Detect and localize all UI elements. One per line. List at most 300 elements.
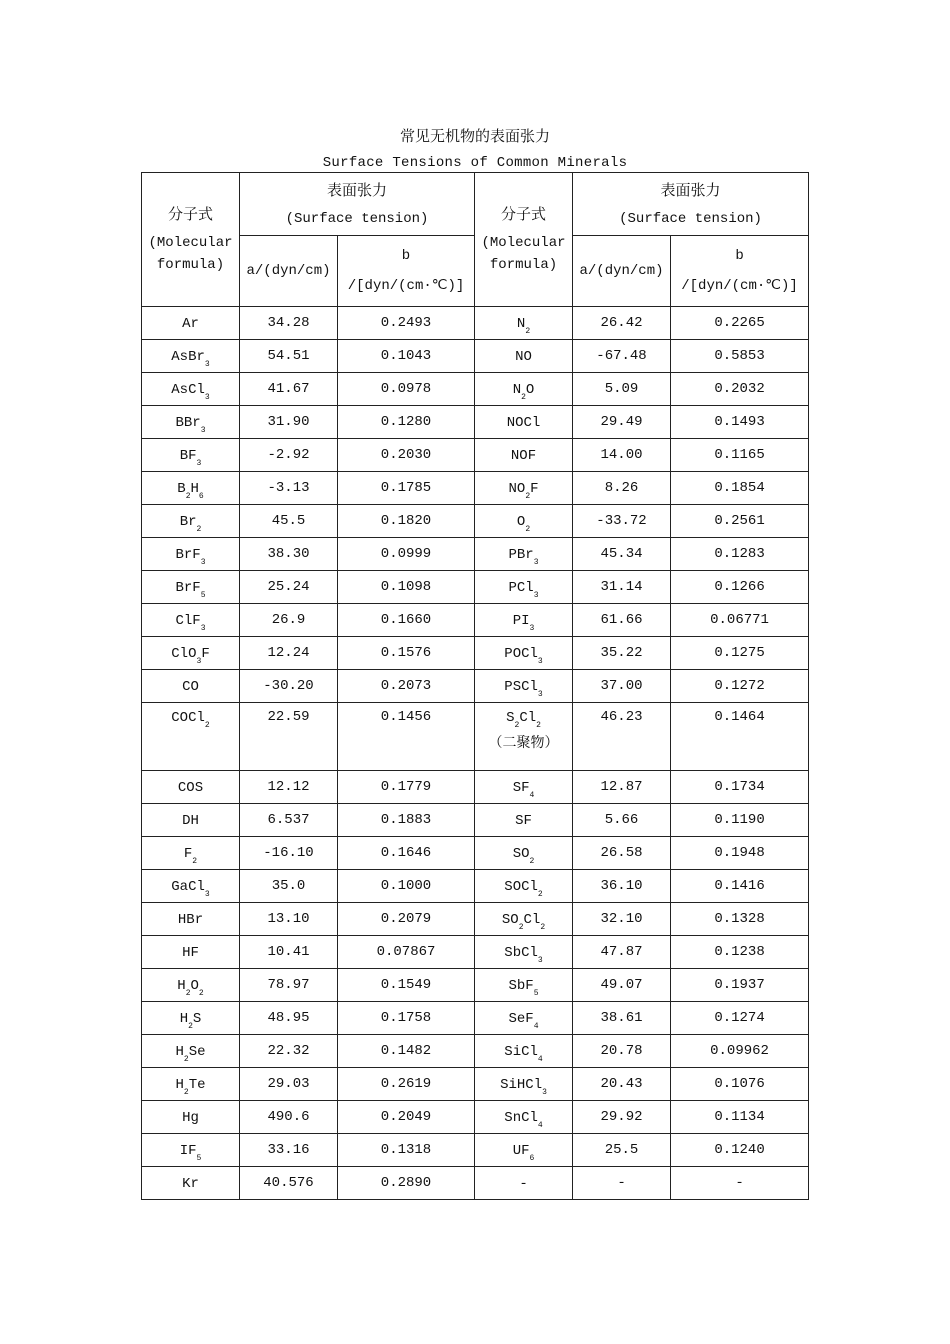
- formula-element: BF: [179, 447, 197, 464]
- formula-right-cell: [475, 1101, 573, 1134]
- formula-subscript: 2: [529, 856, 535, 866]
- table-row: [142, 837, 809, 870]
- a-right-cell: 5.66: [573, 804, 671, 837]
- a-left-cell: 29.03: [240, 1068, 338, 1101]
- a-right-cell: 36.10: [573, 870, 671, 903]
- formula: [183, 845, 198, 866]
- formula: [171, 645, 210, 666]
- formula-element: BrF: [175, 579, 201, 596]
- formula-element: H: [190, 480, 199, 497]
- table-row: [142, 804, 809, 837]
- formula-left-cell: [142, 969, 240, 1002]
- a-left-cell: 26.9: [240, 604, 338, 637]
- formula: [512, 1142, 535, 1163]
- formula-subscript: 2: [185, 988, 191, 998]
- formula: [508, 546, 539, 567]
- table-row: [142, 903, 809, 936]
- formula-element: SbF: [508, 977, 534, 994]
- formula-element: ClF: [175, 612, 201, 629]
- formula-subscript: 2: [185, 491, 191, 501]
- formula-element: POCl: [504, 645, 538, 662]
- header-formula-right: 分子式 (Molecular formula): [475, 173, 573, 307]
- a-right-cell: 61.66: [573, 604, 671, 637]
- b-left-cell: 0.1000: [338, 870, 475, 903]
- formula-element: F: [183, 845, 193, 862]
- formula-element: GaCl: [171, 878, 205, 895]
- header-a-left: a/(dyn/cm): [240, 236, 338, 307]
- formula-subscript: 2: [525, 491, 531, 501]
- formula-left-cell: [142, 340, 240, 373]
- table-row: [142, 1134, 809, 1167]
- formula-right-cell: [475, 804, 573, 837]
- a-left-cell: 48.95: [240, 1002, 338, 1035]
- b-left-cell: 0.1098: [338, 571, 475, 604]
- formula: [504, 1109, 543, 1130]
- formula-element: ClO: [171, 645, 197, 662]
- table-row: [142, 439, 809, 472]
- formula-subscript: 2: [514, 721, 520, 730]
- formula: [175, 414, 206, 435]
- formula: [504, 678, 543, 699]
- formula-element: Se: [188, 1043, 206, 1060]
- table-row: [142, 307, 809, 340]
- formula-right-cell: [475, 936, 573, 969]
- formula-right-cell: [475, 1134, 573, 1167]
- formula-element: SF: [512, 779, 530, 796]
- formula-subscript: 3: [537, 955, 543, 965]
- b-left-cell: 0.2890: [338, 1167, 475, 1200]
- formula-element: -: [519, 1175, 528, 1192]
- formula-element: SiHCl: [500, 1076, 543, 1093]
- a-left-cell: 33.16: [240, 1134, 338, 1167]
- b-right-cell: 0.1275: [671, 637, 809, 670]
- formula-subscript: 3: [204, 359, 210, 369]
- formula-right-cell: [475, 903, 573, 936]
- a-right-cell: 49.07: [573, 969, 671, 1002]
- a-left-cell: 78.97: [240, 969, 338, 1002]
- formula-element: COS: [177, 779, 204, 796]
- a-right-cell: 46.23: [573, 703, 671, 771]
- a-right-cell: 20.78: [573, 1035, 671, 1068]
- formula: [504, 1043, 543, 1064]
- formula-element: NOF: [510, 447, 537, 464]
- formula-subscript: 2: [188, 1021, 193, 1031]
- formula-element: BrF: [175, 546, 201, 563]
- formula-element: DH: [182, 812, 199, 829]
- formula-left-cell: [142, 1035, 240, 1068]
- formula-subscript: 2: [183, 1087, 189, 1097]
- formula-right-cell: [475, 637, 573, 670]
- a-right-cell: 5.09: [573, 373, 671, 406]
- a-left-cell: 40.576: [240, 1167, 338, 1200]
- b-left-cell: 0.2619: [338, 1068, 475, 1101]
- b-left-cell: 0.1646: [338, 837, 475, 870]
- formula: [512, 779, 535, 800]
- formula-right-cell: [475, 538, 573, 571]
- b-left-cell: 0.1280: [338, 406, 475, 439]
- table-row: [142, 670, 809, 703]
- b-right-cell: 0.06771: [671, 604, 809, 637]
- formula: [175, 1076, 206, 1097]
- formula-left-cell: [142, 604, 240, 637]
- b-right-cell: 0.1734: [671, 771, 809, 804]
- formula-right-cell: [475, 571, 573, 604]
- formula-right-cell: [475, 1035, 573, 1068]
- formula-left-cell: [142, 870, 240, 903]
- formula: [178, 780, 203, 796]
- a-right-cell: 14.00: [573, 439, 671, 472]
- formula: [519, 1176, 527, 1192]
- formula: [508, 480, 539, 501]
- formula-element: NOCl: [506, 414, 541, 431]
- header-b-left: b /[dyn/(cm·℃)]: [338, 236, 475, 307]
- a-left-cell: 12.24: [240, 637, 338, 670]
- table-row: [142, 936, 809, 969]
- formula-right-cell: [475, 837, 573, 870]
- formula: [175, 1043, 206, 1064]
- formula-element: Te: [188, 1076, 206, 1093]
- formula-subscript: 4: [529, 790, 535, 800]
- table-row: [142, 538, 809, 571]
- formula-left-cell: [142, 703, 240, 771]
- header-formula-left: 分子式 (Molecular formula): [142, 173, 240, 307]
- b-left-cell: 0.2073: [338, 670, 475, 703]
- formula-subscript: 2: [521, 392, 526, 402]
- formula-left-cell: [142, 538, 240, 571]
- formula-subscript: 2: [198, 988, 204, 998]
- formula-left-cell: [142, 903, 240, 936]
- header-tension-right: 表面张力 (Surface tension): [573, 173, 809, 236]
- formula: [511, 448, 536, 464]
- formula-subscript: 5: [200, 590, 206, 600]
- formula-right-cell: [475, 703, 573, 771]
- a-right-cell: 26.42: [573, 307, 671, 340]
- b-left-cell: 0.07867: [338, 936, 475, 969]
- b-left-cell: 0.2030: [338, 439, 475, 472]
- formula-left-cell: [142, 936, 240, 969]
- b-left-cell: 0.1779: [338, 771, 475, 804]
- formula-element: B: [177, 480, 186, 497]
- table-row: [142, 1035, 809, 1068]
- formula: [178, 912, 203, 928]
- b-right-cell: -: [671, 1167, 809, 1200]
- formula: [512, 381, 535, 402]
- formula-element: O: [516, 513, 526, 530]
- formula-element: SO: [501, 911, 519, 928]
- formula: [504, 645, 543, 666]
- formula-element: SnCl: [504, 1109, 538, 1126]
- table-row: [142, 1167, 809, 1200]
- b-right-cell: 0.1283: [671, 538, 809, 571]
- formula-left-cell: [142, 505, 240, 538]
- formula-left-cell: [142, 771, 240, 804]
- a-right-cell: 47.87: [573, 936, 671, 969]
- formula: [171, 381, 210, 402]
- formula-element: SO: [512, 845, 530, 862]
- b-left-cell: 0.1758: [338, 1002, 475, 1035]
- formula: [182, 813, 199, 829]
- b-right-cell: 0.1165: [671, 439, 809, 472]
- formula-element: SF: [515, 812, 532, 829]
- formula-right-cell: [475, 1167, 573, 1200]
- b-left-cell: 0.2493: [338, 307, 475, 340]
- a-right-cell: 29.92: [573, 1101, 671, 1134]
- formula-subscript: 3: [542, 1087, 547, 1097]
- formula-element: Br: [179, 513, 197, 530]
- b-left-cell: 0.1549: [338, 969, 475, 1002]
- b-right-cell: 0.09962: [671, 1035, 809, 1068]
- a-right-cell: 25.5: [573, 1134, 671, 1167]
- b-right-cell: 0.1240: [671, 1134, 809, 1167]
- b-left-cell: 0.1785: [338, 472, 475, 505]
- formula-element: S: [192, 1010, 202, 1027]
- a-right-cell: 37.00: [573, 670, 671, 703]
- a-right-cell: -33.72: [573, 505, 671, 538]
- b-right-cell: 0.1948: [671, 837, 809, 870]
- formula-subscript: 3: [196, 656, 202, 666]
- formula-right-cell: [475, 373, 573, 406]
- a-right-cell: 32.10: [573, 903, 671, 936]
- formula-element: F: [201, 645, 210, 662]
- a-left-cell: 25.24: [240, 571, 338, 604]
- a-left-cell: 41.67: [240, 373, 338, 406]
- formula: [516, 315, 531, 336]
- formula: [179, 513, 202, 534]
- formula-element: N: [516, 315, 526, 332]
- formula-right-cell: [475, 604, 573, 637]
- formula: [177, 480, 204, 501]
- formula-element: NO: [508, 480, 526, 497]
- formula-element: SbCl: [504, 944, 538, 961]
- b-left-cell: 0.0978: [338, 373, 475, 406]
- formula-element: PBr: [508, 546, 534, 563]
- b-right-cell: 0.1190: [671, 804, 809, 837]
- formula-subscript: 2: [204, 721, 210, 730]
- formula-element: O: [190, 977, 199, 994]
- formula: [171, 878, 210, 899]
- table-row: [142, 1068, 809, 1101]
- table-row: [142, 340, 809, 373]
- formula-subscript: 2: [525, 524, 531, 534]
- table-row: [142, 870, 809, 903]
- a-left-cell: 22.59: [240, 703, 338, 771]
- formula-subscript: 2: [196, 524, 202, 534]
- formula-subscript: 3: [533, 557, 539, 567]
- formula-subscript: 3: [537, 689, 543, 699]
- formula-left-cell: [142, 472, 240, 505]
- formula-subscript: 2: [183, 1054, 189, 1064]
- formula-right-cell: [475, 406, 573, 439]
- formula: [177, 977, 204, 998]
- b-left-cell: 0.1820: [338, 505, 475, 538]
- formula-subscript: 3: [196, 458, 202, 468]
- formula: [515, 813, 532, 829]
- b-right-cell: 0.1937: [671, 969, 809, 1002]
- formula-subscript: 5: [196, 1153, 202, 1163]
- b-right-cell: 0.2561: [671, 505, 809, 538]
- a-left-cell: 45.5: [240, 505, 338, 538]
- formula-subscript: 3: [200, 623, 206, 633]
- table-row: [142, 373, 809, 406]
- table-row: [142, 637, 809, 670]
- b-left-cell: 0.1576: [338, 637, 475, 670]
- b-left-cell: 0.1482: [338, 1035, 475, 1068]
- header-b-right: b /[dyn/(cm·℃)]: [671, 236, 809, 307]
- formula: [512, 845, 535, 866]
- formula: [182, 679, 199, 695]
- a-left-cell: 31.90: [240, 406, 338, 439]
- formula-right-cell: [475, 870, 573, 903]
- formula-right-cell: [475, 307, 573, 340]
- a-right-cell: 26.58: [573, 837, 671, 870]
- formula: [175, 579, 206, 600]
- b-right-cell: 0.1464: [671, 703, 809, 771]
- a-right-cell: 20.43: [573, 1068, 671, 1101]
- formula-right-cell: [475, 439, 573, 472]
- formula-subscript: 6: [198, 491, 204, 501]
- formula-left-cell: [142, 637, 240, 670]
- formula-left-cell: [142, 1134, 240, 1167]
- formula-element: F: [530, 480, 539, 497]
- formula-subscript: 3: [200, 557, 206, 567]
- formula-element: BBr: [175, 414, 201, 431]
- a-left-cell: 12.12: [240, 771, 338, 804]
- formula-subscript: 2: [192, 856, 198, 866]
- table-row: [142, 604, 809, 637]
- b-right-cell: 0.1854: [671, 472, 809, 505]
- formula-subscript: 3: [204, 889, 210, 899]
- formula-element: AsCl: [171, 381, 205, 398]
- formula: [171, 348, 210, 369]
- formula: [507, 415, 541, 431]
- formula-left-cell: [142, 1167, 240, 1200]
- page-title: 常见无机物的表面张力: [399, 127, 550, 145]
- b-left-cell: 0.2079: [338, 903, 475, 936]
- formula-left-cell: [142, 1068, 240, 1101]
- formula-element: IF: [179, 1142, 197, 1159]
- b-left-cell: 0.0999: [338, 538, 475, 571]
- a-left-cell: 35.0: [240, 870, 338, 903]
- formula: [182, 945, 199, 961]
- a-left-cell: 22.32: [240, 1035, 338, 1068]
- formula-subscript: 2: [540, 922, 546, 932]
- a-right-cell: -67.48: [573, 340, 671, 373]
- formula-subscript: 5: [533, 988, 539, 998]
- table-row: [142, 571, 809, 604]
- formula-left-cell: [142, 406, 240, 439]
- formula-element: NO: [515, 348, 532, 365]
- b-right-cell: 0.1076: [671, 1068, 809, 1101]
- b-right-cell: 0.1416: [671, 870, 809, 903]
- formula-right-cell: [475, 1068, 573, 1101]
- b-right-cell: 0.2032: [671, 373, 809, 406]
- b-right-cell: 0.2265: [671, 307, 809, 340]
- b-right-cell: 0.1266: [671, 571, 809, 604]
- formula: [500, 1076, 547, 1097]
- formula-left-cell: [142, 1002, 240, 1035]
- formula-left-cell: [142, 1101, 240, 1134]
- formula-left-cell: [142, 837, 240, 870]
- formula-left-cell: [142, 373, 240, 406]
- b-right-cell: 0.1238: [671, 936, 809, 969]
- formula-element: Cl: [523, 911, 541, 928]
- b-right-cell: 0.1274: [671, 1002, 809, 1035]
- formula-element: H: [179, 1010, 189, 1027]
- formula-element: COCl: [171, 710, 205, 726]
- formula-element: SeF: [508, 1010, 534, 1027]
- formula-left-cell: [142, 670, 240, 703]
- formula-right-cell: [475, 969, 573, 1002]
- formula: [512, 612, 535, 633]
- formula: [182, 1176, 199, 1192]
- table-body: [142, 307, 809, 1200]
- formula-left-cell: [142, 804, 240, 837]
- formula-element: N: [512, 381, 522, 398]
- a-right-cell: 38.61: [573, 1002, 671, 1035]
- b-left-cell: 0.1318: [338, 1134, 475, 1167]
- table-row: [142, 406, 809, 439]
- formula-element: H: [175, 1043, 184, 1060]
- formula: [515, 349, 532, 365]
- formula-element: Cl: [519, 710, 537, 726]
- formula-note: （二聚物）: [488, 735, 559, 751]
- formula: [504, 878, 543, 899]
- a-right-cell: 35.22: [573, 637, 671, 670]
- header-a-right: a/(dyn/cm): [573, 236, 671, 307]
- formula: [508, 1010, 539, 1031]
- formula-subscript: 2: [518, 922, 524, 932]
- b-left-cell: 0.1043: [338, 340, 475, 373]
- formula-right-cell: [475, 340, 573, 373]
- formula: [175, 546, 206, 567]
- formula-subscript: 4: [537, 1120, 543, 1130]
- formula: [175, 612, 206, 633]
- formula-element: SiCl: [504, 1043, 538, 1060]
- formula-left-cell: [142, 439, 240, 472]
- formula-subscript: 4: [537, 1054, 543, 1064]
- formula: [179, 1010, 202, 1031]
- page-subtitle: Surface Tensions of Common Minerals: [322, 155, 628, 171]
- formula-element: SOCl: [504, 878, 538, 895]
- formula-right-cell: [475, 670, 573, 703]
- formula-subscript: 3: [533, 590, 539, 600]
- formula-subscript: 2: [525, 326, 531, 336]
- formula-element: PCl: [508, 579, 534, 596]
- formula-subscript: 2: [536, 721, 541, 730]
- b-right-cell: 0.1493: [671, 406, 809, 439]
- formula-left-cell: [142, 307, 240, 340]
- table-row: [142, 1002, 809, 1035]
- formula-element: O: [525, 381, 535, 398]
- formula-subscript: 3: [200, 425, 206, 435]
- formula: [504, 944, 543, 965]
- formula-right-cell: [475, 505, 573, 538]
- b-right-cell: 0.5853: [671, 340, 809, 373]
- a-left-cell: 10.41: [240, 936, 338, 969]
- a-left-cell: 38.30: [240, 538, 338, 571]
- header-tension-left: 表面张力 (Surface tension): [240, 173, 475, 236]
- b-left-cell: 0.1883: [338, 804, 475, 837]
- formula-subscript: 3: [529, 623, 535, 633]
- a-right-cell: 31.14: [573, 571, 671, 604]
- table-row: [142, 505, 809, 538]
- formula-subscript: 3: [204, 392, 210, 402]
- a-right-cell: 8.26: [573, 472, 671, 505]
- formula-element: Kr: [182, 1175, 199, 1192]
- formula-left-cell: [142, 571, 240, 604]
- table-row: [142, 1101, 809, 1134]
- a-left-cell: -16.10: [240, 837, 338, 870]
